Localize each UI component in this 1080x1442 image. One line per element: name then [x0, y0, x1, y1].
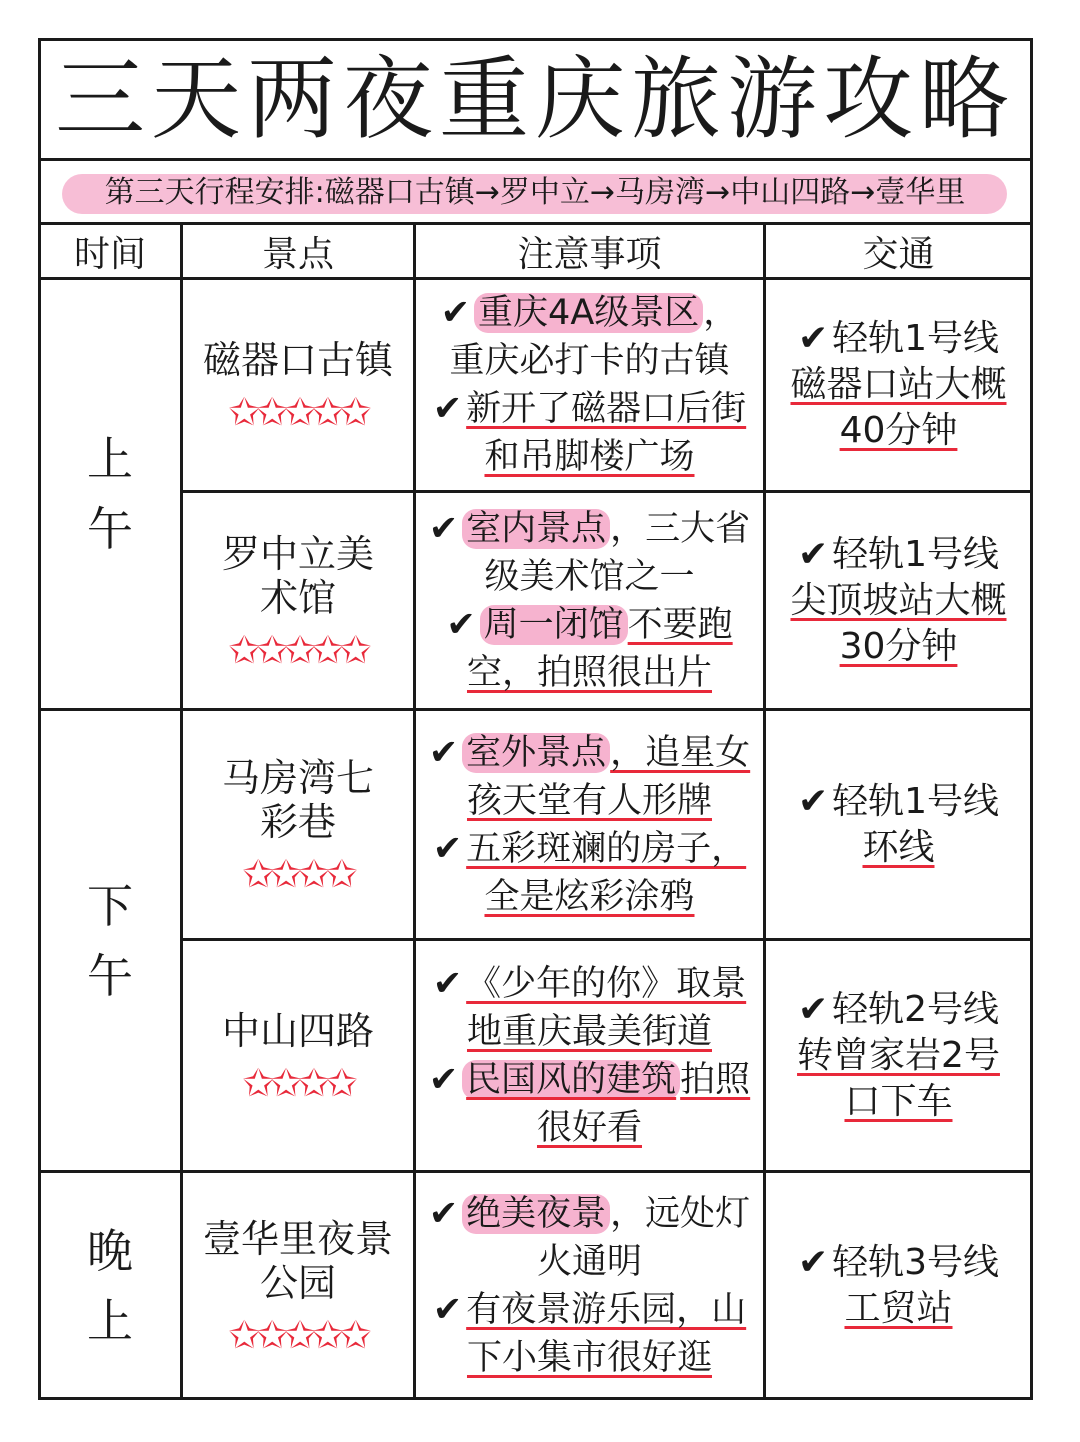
rating-stars: ✩✩✩✩✩ [228, 390, 368, 434]
note-highlight: 民国风的建筑 [462, 1060, 680, 1100]
traffic-route: 轻轨2号线 [832, 988, 1000, 1030]
notes-cell [416, 493, 763, 708]
header-spot: 景点 [261, 233, 334, 275]
page-title: 三天两夜重庆旅游攻略 [55, 47, 1015, 152]
traffic-detail: 环线 [862, 826, 935, 868]
note-item [424, 825, 755, 921]
note-text: 新开了磁器口后街和吊脚楼广场 [466, 389, 747, 477]
check-icon: ✔ [428, 1193, 459, 1234]
traffic-detail: 工贸站 [844, 1287, 953, 1329]
rating-stars: ✩✩✩✩✩ [228, 627, 368, 672]
traffic-cell [766, 1173, 1031, 1398]
note-item [424, 729, 755, 825]
check-icon: ✔ [797, 318, 829, 359]
note-item [424, 601, 755, 697]
traffic-route: 轻轨3号线 [832, 1241, 1000, 1283]
notes-cell [416, 280, 763, 490]
check-icon: ✔ [432, 828, 463, 869]
note-text: 《少年的你》取景地重庆最美街道 [466, 963, 747, 1052]
traffic-line [798, 316, 999, 362]
spot-name: 中山四路 [221, 1008, 374, 1053]
notes-cell [416, 1173, 763, 1398]
note-item [424, 1286, 755, 1382]
period-char: 上 [87, 1293, 133, 1348]
notes-cell [416, 941, 763, 1170]
traffic-route: 轻轨1号线 [832, 318, 1000, 359]
check-icon: ✔ [797, 1241, 829, 1283]
traffic-cell [766, 711, 1031, 938]
traffic-line [798, 1240, 999, 1286]
spot-cell [183, 1173, 413, 1398]
check-icon: ✔ [440, 293, 471, 333]
spot-cell [183, 280, 413, 490]
check-icon: ✔ [428, 508, 459, 549]
period-char: 上 [87, 432, 133, 486]
check-icon: ✔ [428, 732, 459, 773]
spot-cell [183, 941, 413, 1170]
traffic-cell [766, 280, 1031, 490]
note-item [424, 289, 755, 385]
divider [38, 158, 1033, 161]
note-item [424, 1190, 755, 1286]
note-highlight: 周一闭馆 [480, 605, 628, 645]
traffic-cell [766, 941, 1031, 1170]
period-morning [40, 280, 180, 708]
traffic-route: 轻轨1号线 [832, 533, 1000, 575]
header-time: 时间 [73, 233, 146, 275]
note-item [424, 385, 755, 481]
note-text: 五彩斑斓的房子，全是炫彩涂鸦 [466, 828, 747, 917]
note-highlight: 重庆4A级景区 [474, 293, 703, 333]
period-char: 下 [87, 878, 133, 933]
note-text: ，重庆必打卡的古镇 [449, 293, 739, 381]
period-char: 午 [87, 948, 133, 1003]
check-icon: ✔ [432, 963, 463, 1004]
rating-stars: ✩✩✩✩ [242, 851, 354, 896]
rating-stars: ✩✩✩✩✩ [228, 1312, 368, 1357]
spot-name: 壹华里夜景公园 [202, 1216, 393, 1305]
spot-cell [183, 711, 413, 938]
note-text: ，三大省级美术馆之一 [484, 508, 751, 597]
spot-name: 磁器口古镇 [202, 338, 393, 382]
note-text: 拍照很好看 [536, 1059, 751, 1148]
note-highlight: 绝美夜景 [462, 1194, 610, 1234]
traffic-detail: 尖顶坡站大概30分钟 [790, 579, 1007, 667]
note-text: 有夜景游乐园，山下小集市很好逛 [466, 1289, 747, 1378]
check-icon: ✔ [446, 604, 476, 645]
notes-cell [416, 711, 763, 938]
spot-name: 罗中立美术馆 [221, 531, 374, 620]
traffic-cell [766, 493, 1031, 708]
check-icon: ✔ [797, 988, 829, 1030]
period-afternoon [40, 711, 180, 1170]
note-item [424, 1056, 755, 1152]
traffic-detail: 转曾家岩2号口下车 [797, 1034, 1000, 1122]
header-traffic: 交通 [862, 233, 935, 275]
check-icon: ✔ [797, 533, 829, 575]
note-text: ，远处灯火通明 [536, 1193, 751, 1282]
subtitle: 第三天行程安排:磁器口古镇→罗中立→马房湾→中山四路→壹华里 [104, 175, 966, 210]
check-icon: ✔ [797, 780, 829, 822]
period-char: 午 [87, 502, 133, 556]
period-evening [40, 1173, 180, 1398]
header-notes: 注意事项 [517, 233, 662, 275]
note-text: 不要跑空，拍照很出片 [466, 604, 733, 693]
period-char: 晚 [87, 1223, 133, 1278]
note-item [424, 505, 755, 601]
note-highlight: 室外景点 [462, 733, 610, 773]
note-item [424, 960, 755, 1056]
spot-name: 马房湾七彩巷 [221, 755, 374, 844]
traffic-detail: 磁器口站大概40分钟 [790, 364, 1007, 451]
note-highlight: 室内景点 [462, 509, 610, 549]
check-icon: ✔ [432, 389, 463, 429]
check-icon: ✔ [428, 1059, 459, 1100]
traffic-route: 轻轨1号线 [832, 780, 1000, 822]
traffic-line [798, 532, 999, 578]
traffic-line [798, 987, 999, 1033]
traffic-line [798, 779, 999, 825]
note-text: ，追星女孩天堂有人形牌 [466, 732, 751, 821]
spot-cell [183, 493, 413, 708]
check-icon: ✔ [432, 1289, 463, 1330]
rating-stars: ✩✩✩✩ [242, 1060, 354, 1105]
